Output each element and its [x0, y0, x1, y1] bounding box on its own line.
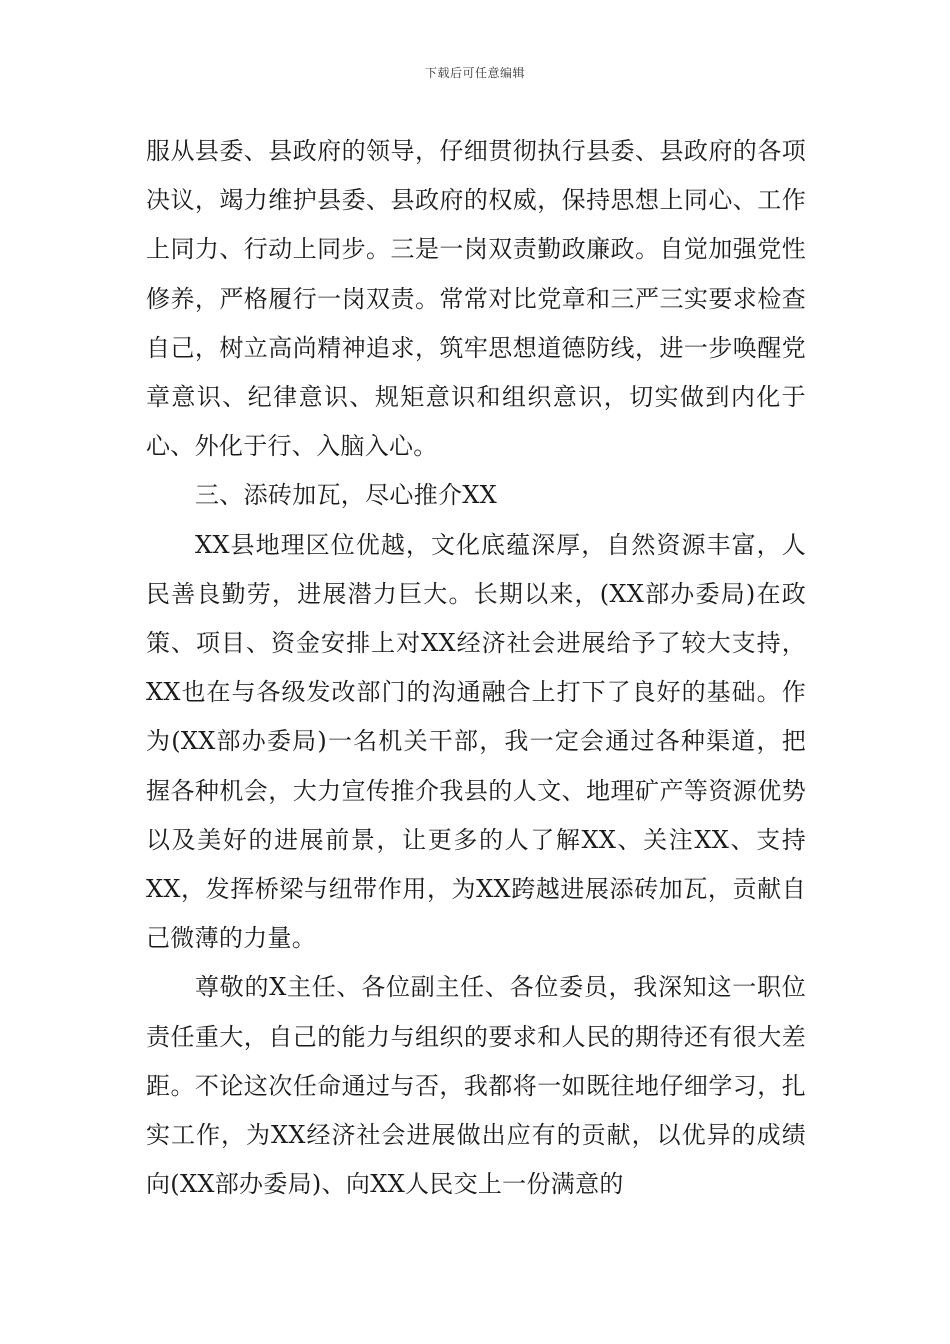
paragraph-continuation: 服从县委、县政府的领导，仔细贯彻执行县委、县政府的各项决议，竭力维护县委、县政府的权威，保持思想上同心、工作上同力、行动上同步。三是一岗双责勤政廉政。自觉加强党性修养，严格履行一岗双责。常常对比党章和三严三实要求检查自己，树立高尚精神追求，筑牢思想道德防线，进一步唤醒党章意识、纪律意识、规矩意识和组织意识，切实做到内化于心、外化于行、入脑入心。 [146, 137, 806, 461]
page-header: 下载后可任意编辑 [424, 66, 525, 80]
paragraph-promotion: XX县地理区位优越，文化底蕴深厚，自然资源丰富，人民善良勤劳，进展潜力巨大。长期以来，(XX部办委局)在政策、项目、资金安排上对XX经济社会进展给予了较大支持，XX也在与各级发改部门的沟通融合上打下了良好的基础。作为(XX部办委局)一名机关干部，我一定会通过各种渠道，把握各种机会，大力宣传推介我县的人文、地理矿产等资源优势以及美好的进展前景，让更多的人了解XX、关注XX、支持XX，发挥桥梁与纽带作用，为XX跨越进展添砖加瓦，贡献自己微薄的力量。 [146, 530, 806, 953]
paragraph-closing: 尊敬的X主任、各位副主任、各位委员，我深知这一职位责任重大，自己的能力与组织的要求和人民的期待还有很大差距。不论这次任命通过与否，我都将一如既往地仔细学习，扎实工作，为XX经济社会进展做出应有的贡献，以优异的成绩向(XX部办委局)、向XX人民交上一份满意的 [146, 973, 806, 1199]
document-body [146, 127, 806, 1209]
section-heading: 三、添砖加瓦，尽心推介XX [195, 481, 498, 510]
